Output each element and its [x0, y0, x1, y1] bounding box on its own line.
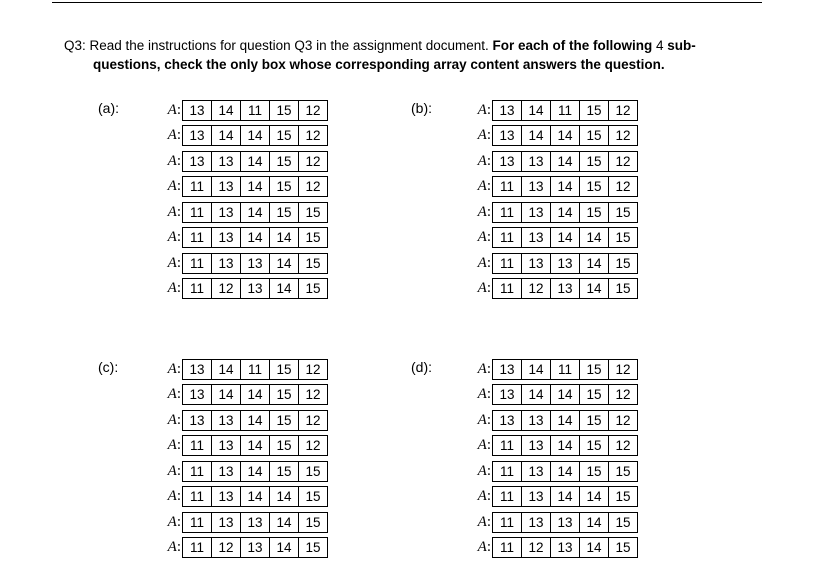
array-cell: 13 — [499, 361, 515, 377]
array-cell: 14 — [550, 152, 579, 171]
array-name: A: — [477, 539, 491, 555]
array-name: A: — [167, 360, 181, 377]
array-cell: 12 — [521, 279, 550, 298]
array-cell: 15 — [298, 279, 327, 298]
array-name: A: — [477, 152, 491, 169]
array-option-row[interactable] — [157, 253, 328, 273]
array-cell: 13 — [211, 411, 240, 430]
array-cell: 13 — [189, 102, 205, 118]
array-option-row[interactable] — [467, 151, 638, 171]
array-cell: 14 — [240, 462, 269, 481]
array-cell: 14 — [240, 487, 269, 506]
array-cell: 15 — [269, 126, 298, 145]
array-cells — [492, 176, 638, 197]
array-option-row[interactable] — [467, 253, 638, 273]
array-cell: 14 — [550, 177, 579, 196]
array-cell: 14 — [269, 254, 298, 273]
array-cell: 14 — [240, 228, 269, 247]
array-cell: 13 — [499, 412, 515, 428]
array-name: A: — [477, 386, 491, 402]
array-cell: 11 — [550, 101, 579, 120]
array-cell: 12 — [608, 152, 637, 171]
array-cell: 15 — [579, 360, 608, 379]
array-cells — [182, 410, 328, 431]
array-name: A: — [167, 488, 181, 504]
array-name: A: — [477, 411, 491, 428]
array-cells — [182, 176, 328, 197]
array-option-row[interactable] — [157, 151, 328, 171]
array-cell: 11 — [499, 179, 514, 194]
array-cell: 15 — [608, 254, 637, 273]
header-rule — [52, 2, 762, 3]
array-cell: 13 — [240, 254, 269, 273]
array-cell: 13 — [211, 436, 240, 455]
array-cell: 11 — [499, 204, 514, 220]
array-name: A: — [477, 101, 491, 118]
array-cell: 13 — [189, 128, 205, 143]
array-cell: 13 — [189, 387, 205, 402]
array-option-row[interactable] — [467, 359, 638, 379]
array-name: A: — [477, 127, 491, 143]
array-cell: 14 — [579, 487, 608, 506]
array-cell: 12 — [298, 126, 327, 145]
array-cells — [492, 410, 638, 431]
array-cell: 12 — [211, 538, 240, 557]
question-bold-2: sub- — [667, 38, 696, 53]
array-cell: 15 — [579, 152, 608, 171]
array-cell: 13 — [521, 411, 550, 430]
array-option-row[interactable] — [467, 228, 638, 248]
array-name: A: — [477, 254, 491, 271]
array-cell: 14 — [579, 538, 608, 557]
array-option-row[interactable] — [157, 538, 328, 558]
array-cell: 15 — [269, 177, 298, 196]
array-cells — [182, 278, 328, 299]
array-cells — [492, 537, 638, 558]
array-cell: 13 — [521, 436, 550, 455]
array-cell: 14 — [550, 462, 579, 481]
array-cell: 14 — [579, 254, 608, 273]
array-cells — [492, 278, 638, 299]
array-cell: 14 — [550, 385, 579, 404]
array-name: A: — [167, 513, 181, 530]
array-cell: 13 — [550, 254, 579, 273]
array-cell: 12 — [608, 126, 637, 145]
array-cell: 11 — [189, 463, 204, 479]
array-cells — [182, 202, 328, 223]
array-cell: 15 — [608, 487, 637, 506]
array-cell: 11 — [189, 204, 204, 220]
array-cell: 15 — [579, 411, 608, 430]
array-name: A: — [167, 437, 181, 453]
array-option-row[interactable] — [157, 512, 328, 532]
subquestion-label-d: (d): — [411, 359, 432, 375]
array-cell: 14 — [269, 279, 298, 298]
array-cell: 11 — [240, 101, 269, 120]
array-option-row[interactable] — [467, 202, 638, 222]
array-name: A: — [167, 386, 181, 402]
array-cell: 13 — [240, 513, 269, 532]
question-count: 4 — [652, 38, 668, 53]
array-option-row[interactable] — [157, 359, 328, 379]
array-option-row[interactable] — [467, 538, 638, 558]
array-cell: 12 — [608, 385, 637, 404]
array-cell: 11 — [189, 438, 204, 453]
array-cell: 15 — [608, 513, 637, 532]
array-cell: 12 — [608, 177, 637, 196]
array-cell: 14 — [240, 436, 269, 455]
array-cell: 11 — [240, 360, 269, 379]
array-cell: 13 — [211, 513, 240, 532]
array-option-row[interactable] — [467, 436, 638, 456]
array-cell: 13 — [521, 203, 550, 222]
array-cell: 13 — [211, 254, 240, 273]
array-cell: 15 — [269, 101, 298, 120]
array-name: A: — [477, 178, 491, 194]
array-option-row[interactable] — [157, 487, 328, 507]
array-cell: 14 — [579, 513, 608, 532]
array-name: A: — [167, 254, 181, 271]
array-cell: 11 — [499, 255, 514, 271]
array-cells — [182, 384, 328, 405]
array-cells — [182, 151, 328, 172]
array-option-row[interactable] — [157, 410, 328, 430]
question-prefix: Q3: Read the instructions for question Q3 in the assignment document. — [64, 38, 489, 53]
array-option-row[interactable] — [467, 487, 638, 507]
array-cells — [492, 461, 638, 482]
array-cell: 14 — [211, 126, 240, 145]
array-cell: 14 — [579, 279, 608, 298]
array-cell: 12 — [608, 101, 637, 120]
array-cells — [182, 537, 328, 558]
array-name: A: — [167, 411, 181, 428]
array-cell: 14 — [240, 203, 269, 222]
array-cell: 14 — [521, 126, 550, 145]
subquestion-label-c: (c): — [98, 359, 119, 375]
array-cell: 13 — [211, 152, 240, 171]
array-cell: 14 — [240, 385, 269, 404]
array-cells — [182, 461, 328, 482]
array-cells — [182, 359, 328, 380]
array-cell: 14 — [269, 228, 298, 247]
array-cell: 13 — [499, 153, 515, 169]
array-option-row[interactable] — [157, 177, 328, 197]
array-cell: 13 — [550, 279, 579, 298]
array-cell: 12 — [298, 152, 327, 171]
array-name: A: — [167, 280, 181, 296]
array-name: A: — [167, 203, 181, 220]
array-name: A: — [167, 152, 181, 169]
array-cells — [492, 151, 638, 172]
array-cell: 12 — [608, 411, 637, 430]
array-cells — [492, 253, 638, 274]
question-line-2: questions, check the only box whose corresponding array content answers the question. — [93, 57, 665, 72]
array-cell: 12 — [521, 538, 550, 557]
array-cell: 15 — [269, 411, 298, 430]
array-cell: 14 — [211, 385, 240, 404]
array-cell: 15 — [269, 436, 298, 455]
array-cell: 13 — [211, 177, 240, 196]
array-cell: 14 — [211, 360, 240, 379]
array-cell: 15 — [579, 101, 608, 120]
array-cell: 12 — [298, 385, 327, 404]
array-option-row[interactable] — [467, 512, 638, 532]
array-name: A: — [477, 360, 491, 377]
array-option-row[interactable] — [467, 410, 638, 430]
array-cell: 15 — [608, 228, 637, 247]
array-option-row[interactable] — [467, 385, 638, 405]
array-cell: 14 — [240, 177, 269, 196]
subquestion-label-b: (b): — [411, 100, 432, 116]
array-cell: 14 — [521, 360, 550, 379]
array-cell: 11 — [499, 281, 514, 296]
array-option-row[interactable] — [157, 279, 328, 299]
array-cell: 14 — [240, 126, 269, 145]
array-cell: 11 — [189, 179, 204, 194]
array-option-row[interactable] — [157, 436, 328, 456]
array-cell: 15 — [269, 385, 298, 404]
array-cells — [182, 486, 328, 507]
array-cell: 11 — [499, 514, 514, 530]
array-option-row[interactable] — [157, 100, 328, 120]
array-cell: 15 — [298, 513, 327, 532]
array-cell: 15 — [298, 538, 327, 557]
array-cell: 14 — [269, 538, 298, 557]
array-option-row[interactable] — [467, 279, 638, 299]
array-option-row[interactable] — [467, 461, 638, 481]
array-cells — [182, 253, 328, 274]
array-cell: 14 — [211, 101, 240, 120]
array-option-row[interactable] — [157, 461, 328, 481]
array-option-row[interactable] — [157, 202, 328, 222]
array-option-row[interactable] — [157, 385, 328, 405]
array-cell: 11 — [550, 360, 579, 379]
array-cell: 13 — [189, 153, 205, 169]
array-cell: 11 — [189, 540, 204, 555]
array-cells — [492, 202, 638, 223]
array-option-row[interactable] — [467, 100, 638, 120]
array-cell: 13 — [240, 279, 269, 298]
array-cell: 13 — [521, 254, 550, 273]
array-cell: 14 — [579, 228, 608, 247]
array-cells — [182, 125, 328, 146]
array-cells — [492, 384, 638, 405]
array-cell: 11 — [189, 489, 204, 504]
array-cells — [492, 486, 638, 507]
array-name: A: — [167, 127, 181, 143]
array-name: A: — [167, 229, 181, 245]
array-cell: 13 — [211, 487, 240, 506]
array-cell: 15 — [269, 462, 298, 481]
array-cell: 12 — [298, 411, 327, 430]
array-cells — [492, 100, 638, 121]
array-cell: 14 — [550, 126, 579, 145]
array-cell: 11 — [189, 281, 204, 296]
array-cell: 15 — [298, 254, 327, 273]
array-name: A: — [477, 513, 491, 530]
array-cells — [492, 435, 638, 456]
array-cell: 13 — [521, 513, 550, 532]
array-name: A: — [477, 437, 491, 453]
array-cell: 15 — [608, 279, 637, 298]
array-cells — [182, 512, 328, 533]
array-cell: 14 — [550, 228, 579, 247]
array-cell: 15 — [298, 487, 327, 506]
array-cell: 15 — [579, 177, 608, 196]
array-name: A: — [477, 280, 491, 296]
array-cell: 15 — [579, 385, 608, 404]
array-option-row[interactable] — [467, 126, 638, 146]
array-name: A: — [167, 101, 181, 118]
array-cell: 15 — [579, 203, 608, 222]
array-cell: 15 — [298, 203, 327, 222]
array-cells — [492, 359, 638, 380]
array-cell: 15 — [298, 228, 327, 247]
array-cell: 13 — [499, 128, 515, 143]
array-cell: 14 — [521, 101, 550, 120]
array-option-row[interactable] — [157, 228, 328, 248]
array-cell: 13 — [499, 387, 515, 402]
array-cell: 11 — [499, 489, 514, 504]
array-cell: 12 — [608, 360, 637, 379]
array-cell: 13 — [211, 228, 240, 247]
array-cell: 14 — [269, 487, 298, 506]
array-cell: 15 — [269, 152, 298, 171]
array-cells — [492, 227, 638, 248]
array-cell: 13 — [521, 228, 550, 247]
array-cell: 12 — [298, 177, 327, 196]
array-option-row[interactable] — [157, 126, 328, 146]
array-name: A: — [167, 178, 181, 194]
array-cell: 11 — [189, 230, 204, 245]
array-cell: 11 — [189, 255, 204, 271]
array-cell: 14 — [521, 385, 550, 404]
subquestion-label-a: (a): — [98, 100, 119, 116]
array-cell: 14 — [269, 513, 298, 532]
array-name: A: — [477, 488, 491, 504]
array-cell: 13 — [211, 462, 240, 481]
array-cells — [182, 435, 328, 456]
array-name: A: — [477, 462, 491, 479]
array-cell: 14 — [240, 152, 269, 171]
array-cell: 13 — [189, 412, 205, 428]
array-cell: 12 — [608, 436, 637, 455]
array-cell: 15 — [579, 462, 608, 481]
array-cell: 11 — [499, 463, 514, 479]
array-cell: 15 — [608, 538, 637, 557]
array-cell: 12 — [298, 101, 327, 120]
array-cell: 12 — [298, 360, 327, 379]
array-cells — [182, 100, 328, 121]
array-name: A: — [477, 203, 491, 220]
array-cell: 13 — [499, 102, 515, 118]
array-cell: 14 — [240, 411, 269, 430]
array-cell: 15 — [298, 462, 327, 481]
array-cell: 11 — [499, 540, 514, 555]
array-option-row[interactable] — [467, 177, 638, 197]
array-cell: 13 — [521, 177, 550, 196]
array-cell: 11 — [499, 438, 514, 453]
array-cell: 13 — [211, 203, 240, 222]
question-bold-1: For each of the following — [492, 38, 653, 53]
array-cell: 11 — [189, 514, 204, 530]
array-name: A: — [167, 539, 181, 555]
array-cell: 13 — [189, 361, 205, 377]
array-cell: 12 — [298, 436, 327, 455]
array-cell: 15 — [608, 203, 637, 222]
array-cells — [182, 227, 328, 248]
array-name: A: — [167, 462, 181, 479]
array-name: A: — [477, 229, 491, 245]
array-cell: 14 — [550, 411, 579, 430]
array-cell: 11 — [499, 230, 514, 245]
array-cell: 13 — [240, 538, 269, 557]
array-cell: 15 — [269, 203, 298, 222]
array-cell: 12 — [211, 279, 240, 298]
array-cell: 15 — [269, 360, 298, 379]
array-cell: 13 — [550, 513, 579, 532]
array-cell: 13 — [521, 487, 550, 506]
array-cell: 14 — [550, 487, 579, 506]
question-text — [64, 36, 784, 74]
array-cell: 15 — [579, 126, 608, 145]
array-cells — [492, 512, 638, 533]
array-cell: 13 — [521, 152, 550, 171]
array-cell: 15 — [608, 462, 637, 481]
array-cell: 15 — [579, 436, 608, 455]
array-cell: 14 — [550, 203, 579, 222]
array-cell: 14 — [550, 436, 579, 455]
array-cell: 13 — [521, 462, 550, 481]
array-cell: 13 — [550, 538, 579, 557]
array-cells — [492, 125, 638, 146]
